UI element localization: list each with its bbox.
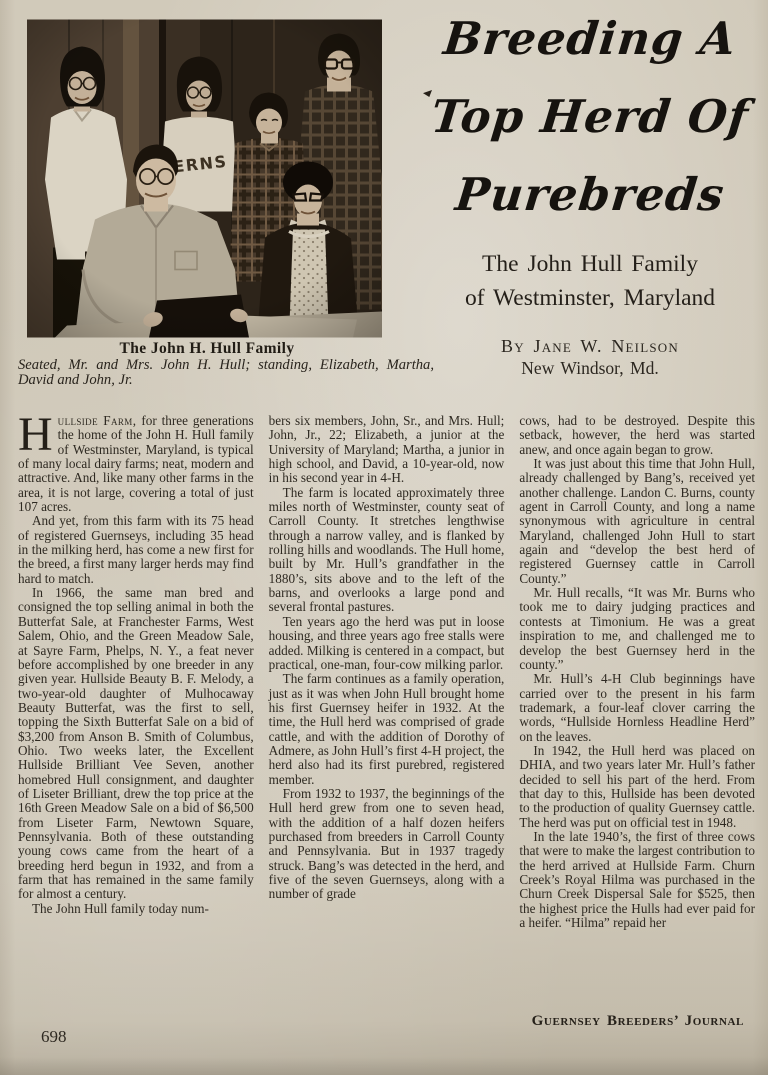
paragraph: The farm is located approximately three miles north of Westminster, county seat of Carroll County. It stretches lengthwise through a narrow valley, and is flanked by rolling hills and woodlands. The Hull home, built by Mr. Hull’s grandfather in the 1880’s, sits above and to the left of the barns, and overlooks a large pond and several frontal pastures. <box>268 484 505 615</box>
byline: By Jane W. Neilson <box>501 336 679 356</box>
headline-line-1: Breeding A <box>441 12 739 65</box>
page-number: 698 <box>41 1027 67 1046</box>
lead-small-caps: ullside Farm, <box>57 413 137 428</box>
subtitle-line-2: of Westminster, Maryland <box>464 285 716 311</box>
paragraph: cows, had to be destroyed. Despite this setback, however, the herd was started anew, and once again began to grow. <box>519 413 756 457</box>
lead-text: for three generations the home of the John H. Hull family of Westminster, Maryland, is typical of many local dairy farms; neat, modern and attractive. And, like many other farms in the area, it is not large, covering a total of just 107 acres. <box>18 413 254 515</box>
drop-cap: H <box>18 408 53 461</box>
journal-name: Guernsey Breeders’ Journal <box>531 1013 744 1029</box>
subtitle-line-1: The John Hull Family <box>482 251 698 277</box>
paragraph: Mr. Hull recalls, “It was Mr. Burns who took me to dairy judging practices and contests at Timonium. He was a great inspiration to me, and challenged me to develop the best Guernsey herd in the county.” <box>519 585 756 672</box>
column-2 <box>269 414 505 930</box>
headline-line-2: Top Herd Of <box>428 90 752 143</box>
byline-location: New Windsor, Md. <box>521 358 659 378</box>
paragraph: Mr. Hull’s 4-H Club beginnings have carried over to the present in his farm trademark, a four-leaf clover carring the words, “Hullside Hornless Headline Herd” on the leaves. <box>519 671 756 744</box>
column-1 <box>18 408 254 930</box>
paragraph: bers six members, John, Sr., and Mrs. Hull; John, Jr., 22; Elizabeth, a junior at the University of Maryland; Martha, a junior in high school, and David, a 10-year-old, now in his second year in 4-H. <box>268 413 505 486</box>
paragraph: The John Hull family today num- <box>32 900 209 916</box>
paragraph: In the late 1940’s, the first of three cows that were to make the largest contribution to the herd arrived at Hullside Farm. Churn Creek’s Royal Hilma was purchased in the Churn Creek Dispersal Sale for $525, then the highest price the Hulls had ever paid for a heifer. “Hilma” repaid her <box>519 828 756 931</box>
paragraph: The farm continues as a family operation, just as it was when John Hull brought home his first Guernsey heifer in 1932. At the time, the Hull herd was comprised of grade cattle, and with the addition of Dorothy of Admere, as John Hull’s first 4-H project, the herd also had its first purebred, registered member. <box>268 671 505 787</box>
paragraph: From 1932 to 1937, the beginnings of the Hull herd grew from one to seven head, with the addition of a half dozen heifers purchased from breeders in Carroll County and Pennsylvania. But in 1937 tragedy struck. Bang’s was detected in the herd, and five of the seven Guernseys, along with a number of grade <box>268 785 505 902</box>
photo-caption: Seated, Mr. and Mrs. John H. Hull; standing, Elizabeth, Martha, David and John, Jr. <box>18 357 434 388</box>
paragraph-lead <box>18 408 254 515</box>
column-3 <box>519 414 755 930</box>
headline-line-3: Purebreds <box>453 168 728 221</box>
photo-caption-title: The John H. Hull Family <box>119 340 295 357</box>
paragraph: In 1942, the Hull herd was placed on DHIA, and two years later Mr. Hull’s father decided to sell his part of the herd. From that day to this, Hullside has been devoted to the production of quality Guernsey cattle. The herd was put on official test in 1948. <box>519 742 756 830</box>
article-body <box>18 408 756 931</box>
subtitle <box>412 247 768 315</box>
family-photo-illustration <box>27 19 382 338</box>
paragraph: It was just about this time that John Hull, already challenged by Bang’s, received yet another challenge. Landon C. Burns, county agent in Carroll County, and long a name synonymous with agriculture in central Maryland, challenged John Hull to start again and “develop the best herd of registered Guernsey cattle in Carroll County.” <box>519 456 756 586</box>
paragraph: In 1966, the same man bred and consigned the top selling animal in both the Butterfat Sale, at Franchester Farms, West Salem, Ohio, and the Green Meadow Sale, at Sayre Farm, Phelps, N. Y., a feat never before accomplished by one breeder in any given year. Hullside Beauty B. F. Melody, a two-year-old daughter of Mulhocaway Beauty Butterfat, was the first to sell, topping the Sixth Butterfat Sale on a bid of $3,200 from Anson B. Smith of Columbus, Ohio. Two weeks later, the Excellent Hullside Brilliant Vee Seven, another homebred Hull consignment, and daughter of Liseter Brilliant, drew the top price at the 16th Green Meadow Sale on a bid of $6,500 from Liseter Farm, Newtown Square, Pennsylvania. Both of these outstanding young cows came from the heart of a breeding herd begun in 1932, and from a farm that has remained in the same family for almost a century. <box>18 585 254 902</box>
photo-vignette <box>27 20 382 338</box>
paragraph: Ten years ago the herd was put in loose housing, and three years ago free stalls were added. Milking is centered in a compact, but practical, one-man, four-cow milking parlor. <box>268 613 505 672</box>
headline-block <box>412 0 768 379</box>
paragraph: And yet, from this farm with its 75 head of registered Guernseys, including 35 head in the milking herd, has come a new first for the breed, a first many larger herds may find hard to match. <box>18 513 254 586</box>
family-photo <box>27 19 382 338</box>
